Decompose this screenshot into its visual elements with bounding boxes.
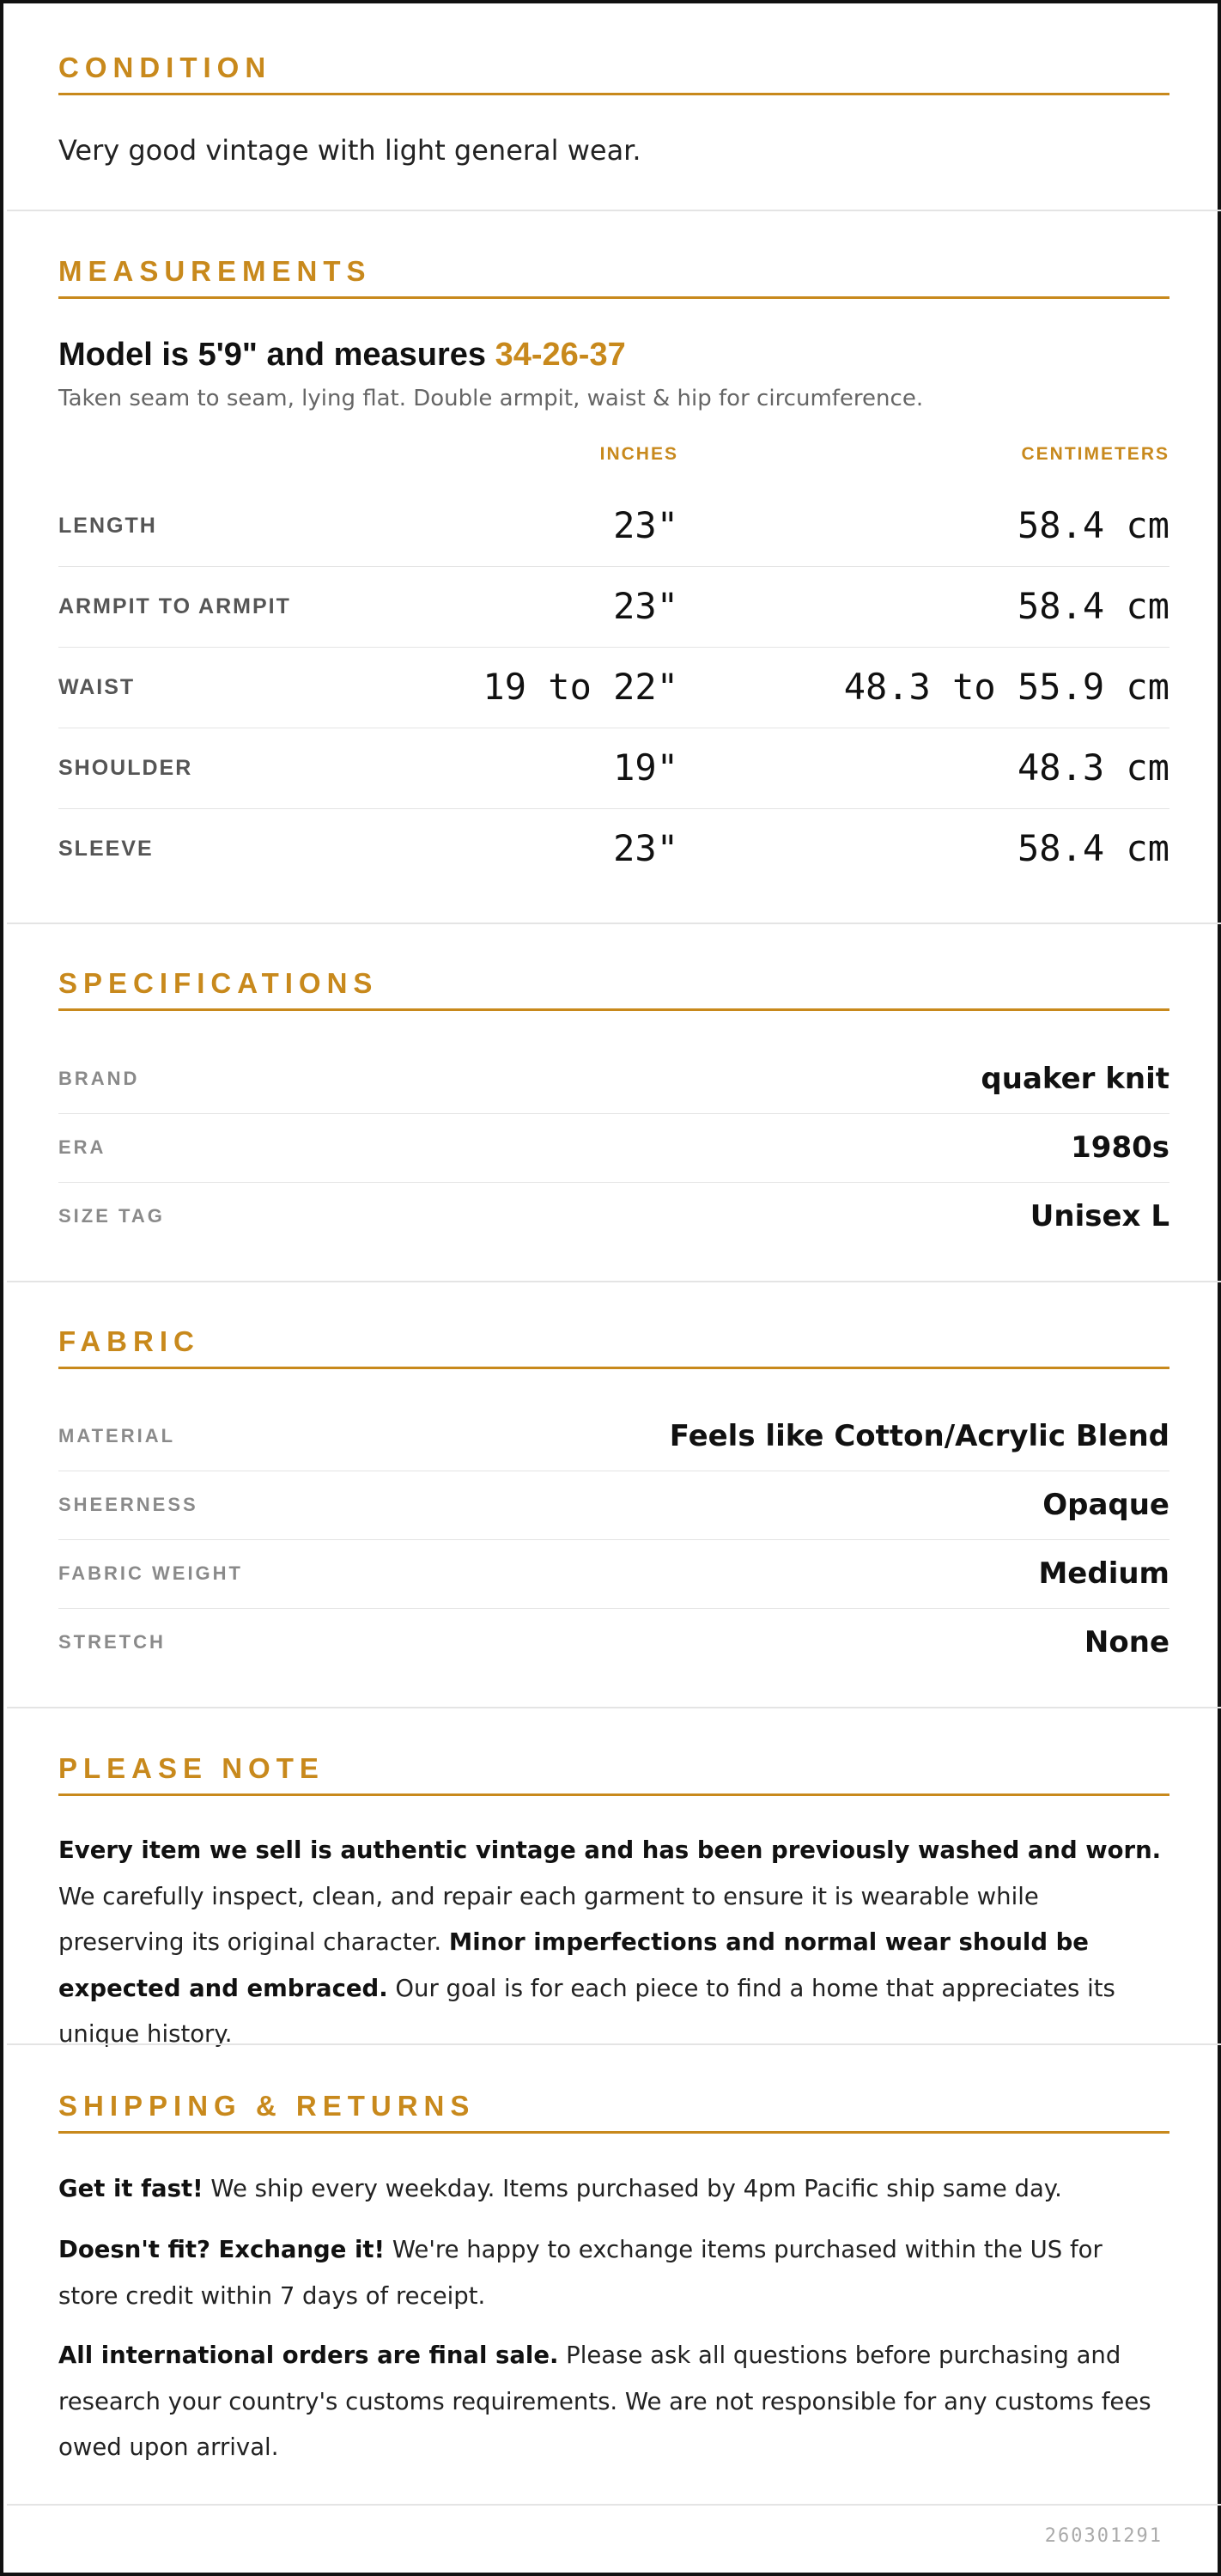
shipping-bold-1: Get it fast! <box>58 2175 204 2202</box>
measurement-row <box>58 647 1169 728</box>
measurement-label: WAIST <box>58 675 136 699</box>
shipping-text-3: Please ask all questions before purchasing and research your country's customs requirements. We are not responsible for any customs fees owed upon arrival. <box>58 2342 1151 2461</box>
measurement-inches: 23" <box>613 585 678 627</box>
fabric-value: Opaque <box>1042 1488 1169 1522</box>
inches-column-header: INCHES <box>599 444 678 464</box>
measurement-row <box>58 728 1169 809</box>
fabric-row <box>58 1402 1169 1471</box>
spec-value: quaker knit <box>981 1062 1169 1096</box>
fabric-row <box>58 1471 1169 1540</box>
section-divider <box>7 2504 1221 2506</box>
fabric-row <box>58 1539 1169 1609</box>
fabric-value: Feels like Cotton/Acrylic Blend <box>669 1419 1169 1453</box>
measurement-cm: 48.3 cm <box>1017 746 1169 789</box>
note-text-1: We carefully inspect, clean, and repair each garment to ensure it is wearable while preserving its original character. <box>58 1882 1039 1956</box>
measurement-inches: 23" <box>613 504 678 546</box>
measurement-label: LENGTH <box>58 514 157 538</box>
note-text-2: Our goal is for each piece to find a home that appreciates its unique history. <box>58 1974 1115 2048</box>
shipping-paragraph-3 <box>58 2333 1169 2471</box>
fabric-row <box>58 1608 1169 1677</box>
section-divider <box>7 923 1221 924</box>
measurement-row <box>58 485 1169 567</box>
model-info <box>58 337 626 374</box>
fabric-label: STRETCH <box>58 1631 166 1653</box>
section-divider <box>7 1281 1221 1282</box>
spec-label: ERA <box>58 1136 106 1158</box>
shipping-bold-2: Doesn't fit? Exchange it! <box>58 2236 386 2263</box>
centimeters-column-header: CENTIMETERS <box>1021 444 1169 464</box>
please-note-title: PLEASE NOTE <box>58 1753 1169 1796</box>
measurements-title: MEASUREMENTS <box>58 256 1169 299</box>
spec-label: SIZE TAG <box>58 1205 165 1227</box>
measurement-cm: 58.4 cm <box>1017 585 1169 627</box>
measurement-cm: 48.3 to 55.9 cm <box>843 666 1169 708</box>
measurement-row <box>58 566 1169 648</box>
model-measures: 34-26-37 <box>495 337 626 373</box>
fabric-value: Medium <box>1038 1556 1169 1591</box>
spec-row <box>58 1113 1169 1183</box>
measurement-cm: 58.4 cm <box>1017 827 1169 869</box>
fabric-label: SHEERNESS <box>58 1494 198 1515</box>
spec-label: BRAND <box>58 1068 140 1089</box>
section-divider <box>7 210 1221 211</box>
shipping-bold-3: All international orders are final sale. <box>58 2342 559 2369</box>
measurement-row <box>58 808 1169 889</box>
shipping-text-2: We're happy to exchange items purchased within the US for store credit within 7 days of receipt. <box>58 2236 1103 2310</box>
measurement-inches: 19 to 22" <box>483 666 678 708</box>
spec-value: 1980s <box>1071 1130 1169 1165</box>
note-bold-1: Every item we sell is authentic vintage and has been previously washed and worn. <box>58 1836 1162 1864</box>
measurement-cm: 58.4 cm <box>1017 504 1169 546</box>
measurement-inches: 23" <box>613 827 678 869</box>
specifications-title: SPECIFICATIONS <box>58 968 1169 1011</box>
fabric-label: MATERIAL <box>58 1425 176 1446</box>
shipping-title: SHIPPING & RETURNS <box>58 2091 1169 2134</box>
product-code: 260301291 <box>1044 2525 1163 2547</box>
shipping-paragraph-2 <box>58 2227 1169 2319</box>
fabric-title: FABRIC <box>58 1326 1169 1369</box>
condition-title: CONDITION <box>58 52 1169 95</box>
measurement-label: SLEEVE <box>58 837 154 861</box>
note-bold-2: Minor imperfections and normal wear should be expected and embraced. <box>58 1928 1089 2002</box>
measurement-label: SHOULDER <box>58 756 193 780</box>
shipping-text-1: We ship every weekday. Items purchased by 4pm Pacific ship same day. <box>203 2175 1062 2202</box>
authenticity-paragraph <box>58 1828 1169 2058</box>
condition-text: Very good vintage with light general wear. <box>58 134 641 167</box>
measurement-label: ARMPIT TO ARMPIT <box>58 594 291 618</box>
shipping-paragraph-1 <box>58 2166 1169 2213</box>
section-divider <box>7 1707 1221 1708</box>
model-prefix: Model is 5'9" and measures <box>58 337 495 373</box>
spec-value: Unisex L <box>1030 1199 1169 1233</box>
section-divider <box>7 2043 1221 2045</box>
spec-row <box>58 1182 1169 1251</box>
measurement-inches: 19" <box>613 746 678 789</box>
fabric-value: None <box>1084 1625 1169 1659</box>
fabric-label: FABRIC WEIGHT <box>58 1562 243 1584</box>
measurement-note: Taken seam to seam, lying flat. Double armpit, waist & hip for circumference. <box>58 386 924 411</box>
spec-row <box>58 1044 1169 1114</box>
